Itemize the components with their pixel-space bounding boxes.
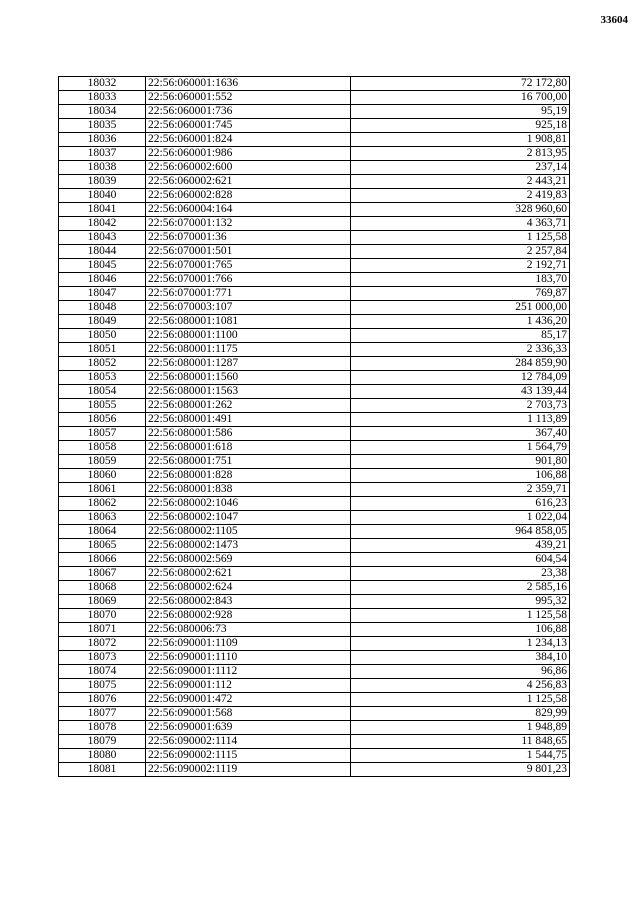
- table-row: [59, 707, 570, 721]
- cadastral-number-cell: 22:56:060001:824: [146, 133, 351, 147]
- value-cell: 1 125,58: [351, 231, 570, 245]
- row-number-cell: 18059: [59, 455, 146, 469]
- cadastral-number-cell: 22:56:080001:1100: [146, 329, 351, 343]
- cadastral-number-cell: 22:56:090001:1109: [146, 637, 351, 651]
- table-row: [59, 147, 570, 161]
- cadastral-number-cell: 22:56:060001:745: [146, 119, 351, 133]
- row-number-cell: 18063: [59, 511, 146, 525]
- table-row: [59, 735, 570, 749]
- cadastral-number-cell: 22:56:060001:736: [146, 105, 351, 119]
- value-cell: 237,14: [351, 161, 570, 175]
- cadastral-number-cell: 22:56:080001:491: [146, 413, 351, 427]
- value-cell: 2 336,33: [351, 343, 570, 357]
- row-number-cell: 18055: [59, 399, 146, 413]
- table-row: [59, 749, 570, 763]
- table-row: [59, 651, 570, 665]
- cadastral-number-cell: 22:56:080002:569: [146, 553, 351, 567]
- value-cell: 1 436,20: [351, 315, 570, 329]
- value-cell: 11 848,65: [351, 735, 570, 749]
- row-number-cell: 18064: [59, 525, 146, 539]
- row-number-cell: 18047: [59, 287, 146, 301]
- table-row: [59, 763, 570, 777]
- table-row: [59, 259, 570, 273]
- table-row: [59, 189, 570, 203]
- cadastral-number-cell: 22:56:070001:501: [146, 245, 351, 259]
- cadastral-number-cell: 22:56:080001:1563: [146, 385, 351, 399]
- cadastral-number-cell: 22:56:080002:1473: [146, 539, 351, 553]
- cadastral-number-cell: 22:56:080002:1105: [146, 525, 351, 539]
- value-cell: 2 703,73: [351, 399, 570, 413]
- table-row: [59, 231, 570, 245]
- cadastral-number-cell: 22:56:080002:621: [146, 567, 351, 581]
- row-number-cell: 18054: [59, 385, 146, 399]
- row-number-cell: 18032: [59, 77, 146, 91]
- row-number-cell: 18070: [59, 609, 146, 623]
- cadastral-number-cell: 22:56:080002:928: [146, 609, 351, 623]
- row-number-cell: 18074: [59, 665, 146, 679]
- value-cell: 829,99: [351, 707, 570, 721]
- value-cell: 1 544,75: [351, 749, 570, 763]
- row-number-cell: 18049: [59, 315, 146, 329]
- cadastral-number-cell: 22:56:090001:472: [146, 693, 351, 707]
- value-cell: 1 125,58: [351, 693, 570, 707]
- cadastral-number-cell: 22:56:080002:1047: [146, 511, 351, 525]
- table-row: [59, 161, 570, 175]
- table-row: [59, 203, 570, 217]
- cadastral-number-cell: 22:56:080001:838: [146, 483, 351, 497]
- table-row: [59, 595, 570, 609]
- value-cell: 2 443,21: [351, 175, 570, 189]
- value-cell: 106,88: [351, 623, 570, 637]
- table-row: [59, 77, 570, 91]
- row-number-cell: 18072: [59, 637, 146, 651]
- value-cell: 439,21: [351, 539, 570, 553]
- row-number-cell: 18053: [59, 371, 146, 385]
- table-row: [59, 385, 570, 399]
- value-cell: 2 585,16: [351, 581, 570, 595]
- table-row: [59, 399, 570, 413]
- cadastral-number-cell: 22:56:090002:1115: [146, 749, 351, 763]
- cadastral-number-cell: 22:56:080001:828: [146, 469, 351, 483]
- table-row: [59, 525, 570, 539]
- value-cell: 43 139,44: [351, 385, 570, 399]
- table-row: [59, 567, 570, 581]
- row-number-cell: 18065: [59, 539, 146, 553]
- table-row: [59, 133, 570, 147]
- value-cell: 1 234,13: [351, 637, 570, 651]
- value-cell: 16 700,00: [351, 91, 570, 105]
- value-cell: 616,23: [351, 497, 570, 511]
- table-row: [59, 119, 570, 133]
- value-cell: 328 960,60: [351, 203, 570, 217]
- table-row: [59, 455, 570, 469]
- value-cell: 23,38: [351, 567, 570, 581]
- row-number-cell: 18057: [59, 427, 146, 441]
- value-cell: 4 256,83: [351, 679, 570, 693]
- table-row: [59, 357, 570, 371]
- cadastral-number-cell: 22:56:080001:1560: [146, 371, 351, 385]
- row-number-cell: 18080: [59, 749, 146, 763]
- cadastral-number-cell: 22:56:070001:36: [146, 231, 351, 245]
- row-number-cell: 18039: [59, 175, 146, 189]
- row-number-cell: 18056: [59, 413, 146, 427]
- cadastral-number-cell: 22:56:080002:624: [146, 581, 351, 595]
- cadastral-number-cell: 22:56:070003:107: [146, 301, 351, 315]
- cadastral-number-cell: 22:56:090001:639: [146, 721, 351, 735]
- cadastral-number-cell: 22:56:070001:771: [146, 287, 351, 301]
- row-number-cell: 18034: [59, 105, 146, 119]
- value-cell: 183,70: [351, 273, 570, 287]
- value-cell: 96,86: [351, 665, 570, 679]
- cadastral-value-table: [58, 76, 570, 777]
- value-cell: 925,18: [351, 119, 570, 133]
- table-row: [59, 287, 570, 301]
- row-number-cell: 18033: [59, 91, 146, 105]
- cadastral-number-cell: 22:56:060002:621: [146, 175, 351, 189]
- value-cell: 85,17: [351, 329, 570, 343]
- value-cell: 72 172,80: [351, 77, 570, 91]
- table-row: [59, 679, 570, 693]
- row-number-cell: 18037: [59, 147, 146, 161]
- table-row: [59, 413, 570, 427]
- table-row: [59, 665, 570, 679]
- row-number-cell: 18058: [59, 441, 146, 455]
- value-cell: 2 192,71: [351, 259, 570, 273]
- value-cell: 964 858,05: [351, 525, 570, 539]
- value-cell: 1 113,89: [351, 413, 570, 427]
- cadastral-number-cell: 22:56:080002:1046: [146, 497, 351, 511]
- value-cell: 12 784,09: [351, 371, 570, 385]
- table-row: [59, 637, 570, 651]
- value-cell: 367,40: [351, 427, 570, 441]
- row-number-cell: 18051: [59, 343, 146, 357]
- table-row: [59, 609, 570, 623]
- table-row: [59, 217, 570, 231]
- cadastral-number-cell: 22:56:070001:766: [146, 273, 351, 287]
- row-number-cell: 18066: [59, 553, 146, 567]
- page-number: 33604: [600, 14, 628, 26]
- row-number-cell: 18077: [59, 707, 146, 721]
- cadastral-number-cell: 22:56:060002:828: [146, 189, 351, 203]
- table-row: [59, 273, 570, 287]
- value-cell: 2 813,95: [351, 147, 570, 161]
- table-row: [59, 721, 570, 735]
- table-row: [59, 441, 570, 455]
- row-number-cell: 18050: [59, 329, 146, 343]
- row-number-cell: 18041: [59, 203, 146, 217]
- row-number-cell: 18036: [59, 133, 146, 147]
- table-row: [59, 553, 570, 567]
- table-row: [59, 511, 570, 525]
- row-number-cell: 18076: [59, 693, 146, 707]
- row-number-cell: 18075: [59, 679, 146, 693]
- row-number-cell: 18043: [59, 231, 146, 245]
- value-cell: 4 363,71: [351, 217, 570, 231]
- row-number-cell: 18079: [59, 735, 146, 749]
- value-cell: 1 948,89: [351, 721, 570, 735]
- cadastral-number-cell: 22:56:090001:1112: [146, 665, 351, 679]
- row-number-cell: 18068: [59, 581, 146, 595]
- table-row: [59, 329, 570, 343]
- row-number-cell: 18073: [59, 651, 146, 665]
- value-cell: 384,10: [351, 651, 570, 665]
- row-number-cell: 18048: [59, 301, 146, 315]
- table-row: [59, 623, 570, 637]
- cadastral-number-cell: 22:56:060001:1636: [146, 77, 351, 91]
- value-cell: 604,54: [351, 553, 570, 567]
- value-cell: 1 022,04: [351, 511, 570, 525]
- table-row: [59, 91, 570, 105]
- cadastral-number-cell: 22:56:080001:586: [146, 427, 351, 441]
- value-cell: 769,87: [351, 287, 570, 301]
- value-cell: 1 908,81: [351, 133, 570, 147]
- table-row: [59, 497, 570, 511]
- cadastral-number-cell: 22:56:090001:112: [146, 679, 351, 693]
- table-row: [59, 315, 570, 329]
- row-number-cell: 18035: [59, 119, 146, 133]
- cadastral-number-cell: 22:56:090002:1119: [146, 763, 351, 777]
- table-row: [59, 105, 570, 119]
- value-cell: 1 125,58: [351, 609, 570, 623]
- row-number-cell: 18042: [59, 217, 146, 231]
- table-row: [59, 427, 570, 441]
- table-row: [59, 245, 570, 259]
- cadastral-number-cell: 22:56:090002:1114: [146, 735, 351, 749]
- cadastral-number-cell: 22:56:070001:132: [146, 217, 351, 231]
- table-body: [59, 77, 570, 777]
- cadastral-number-cell: 22:56:080001:618: [146, 441, 351, 455]
- row-number-cell: 18044: [59, 245, 146, 259]
- cadastral-number-cell: 22:56:080002:843: [146, 595, 351, 609]
- row-number-cell: 18060: [59, 469, 146, 483]
- cadastral-number-cell: 22:56:070001:765: [146, 259, 351, 273]
- table-row: [59, 539, 570, 553]
- table-row: [59, 483, 570, 497]
- value-cell: 95,19: [351, 105, 570, 119]
- row-number-cell: 18071: [59, 623, 146, 637]
- value-cell: 2 419,83: [351, 189, 570, 203]
- value-cell: 251 000,00: [351, 301, 570, 315]
- cadastral-number-cell: 22:56:080006:73: [146, 623, 351, 637]
- cadastral-number-cell: 22:56:060001:552: [146, 91, 351, 105]
- value-cell: 1 564,79: [351, 441, 570, 455]
- row-number-cell: 18040: [59, 189, 146, 203]
- table-row: [59, 469, 570, 483]
- table-row: [59, 301, 570, 315]
- row-number-cell: 18061: [59, 483, 146, 497]
- row-number-cell: 18038: [59, 161, 146, 175]
- cadastral-number-cell: 22:56:090001:1110: [146, 651, 351, 665]
- table-row: [59, 371, 570, 385]
- cadastral-number-cell: 22:56:080001:751: [146, 455, 351, 469]
- table-row: [59, 175, 570, 189]
- value-cell: 106,88: [351, 469, 570, 483]
- cadastral-number-cell: 22:56:090001:568: [146, 707, 351, 721]
- cadastral-number-cell: 22:56:060002:600: [146, 161, 351, 175]
- value-cell: 9 801,23: [351, 763, 570, 777]
- cadastral-number-cell: 22:56:060001:986: [146, 147, 351, 161]
- value-cell: 2 257,84: [351, 245, 570, 259]
- value-cell: 2 359,71: [351, 483, 570, 497]
- table-row: [59, 693, 570, 707]
- row-number-cell: 18062: [59, 497, 146, 511]
- row-number-cell: 18069: [59, 595, 146, 609]
- row-number-cell: 18081: [59, 763, 146, 777]
- table-row: [59, 343, 570, 357]
- cadastral-number-cell: 22:56:060004:164: [146, 203, 351, 217]
- table-row: [59, 581, 570, 595]
- cadastral-number-cell: 22:56:080001:1081: [146, 315, 351, 329]
- row-number-cell: 18046: [59, 273, 146, 287]
- value-cell: 995,32: [351, 595, 570, 609]
- row-number-cell: 18045: [59, 259, 146, 273]
- cadastral-number-cell: 22:56:080001:1287: [146, 357, 351, 371]
- cadastral-number-cell: 22:56:080001:262: [146, 399, 351, 413]
- row-number-cell: 18078: [59, 721, 146, 735]
- value-cell: 901,80: [351, 455, 570, 469]
- cadastral-number-cell: 22:56:080001:1175: [146, 343, 351, 357]
- value-cell: 284 859,90: [351, 357, 570, 371]
- row-number-cell: 18067: [59, 567, 146, 581]
- row-number-cell: 18052: [59, 357, 146, 371]
